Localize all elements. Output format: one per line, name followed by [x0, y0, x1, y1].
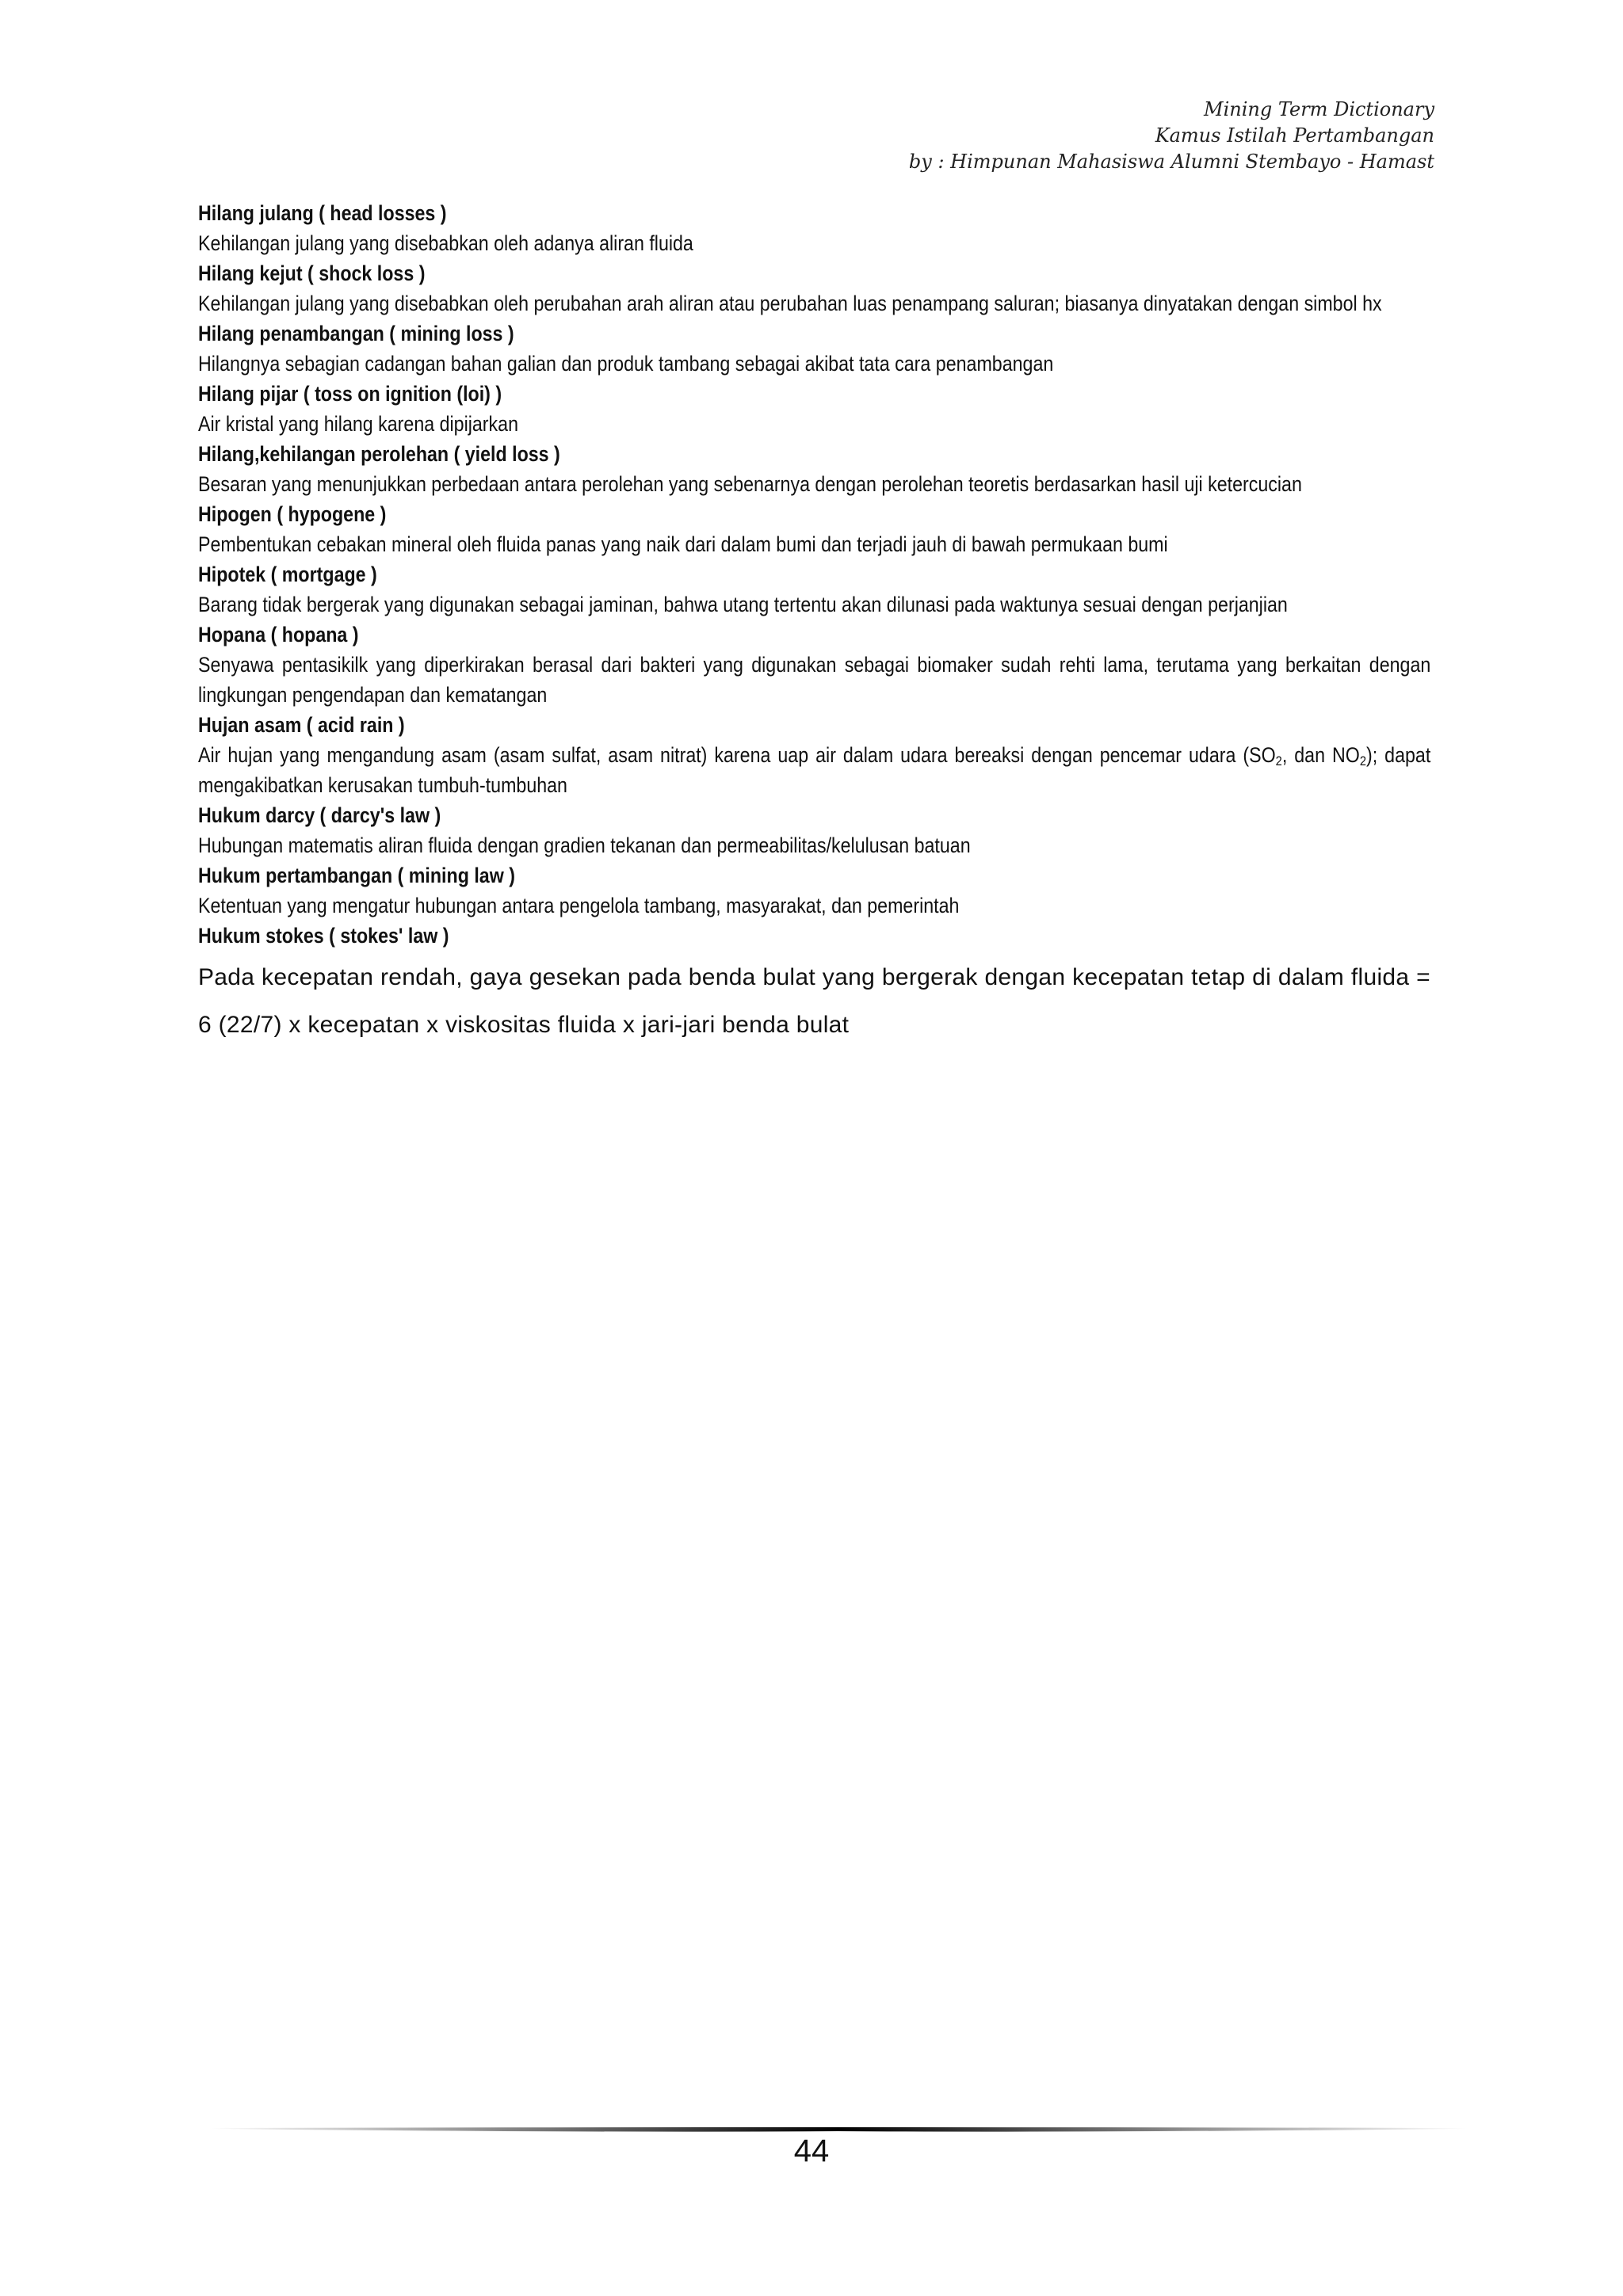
entry-term: Hukum stokes ( stokes' law ) — [198, 924, 449, 948]
entry-term: Hipogen ( hypogene ) — [198, 502, 387, 526]
entry-term: Hilang,kehilangan perolehan ( yield loss ) — [198, 442, 560, 466]
entry-term: Hilang penambangan ( mining loss ) — [198, 322, 514, 345]
entry-term: Hipotek ( mortgage ) — [198, 563, 377, 586]
entry-definition: Kehilangan julang yang disebabkan oleh perubahan arah aliran atau perubahan luas penampang saluran; biasanya dinyatakan dengan simbol hx — [198, 292, 1382, 315]
entry-term: Hilang pijar ( toss on ignition (loi) ) — [198, 382, 502, 406]
entry-definition: Ketentuan yang mengatur hubungan antara pengelola tambang, masyarakat, dan pemerintah — [198, 894, 960, 917]
header-title: Mining Term Dictionary — [1204, 98, 1434, 120]
entry-term: Hopana ( hopana ) — [198, 623, 359, 646]
entry-definition: Besaran yang menunjukkan perbedaan antara perolehan yang sebenarnya dengan perolehan teoretis berdasarkan hasil uji ketercucian — [198, 472, 1302, 496]
entry-term: Hujan asam ( acid rain ) — [198, 713, 405, 737]
header-author: by : Himpunan Mahasiswa Alumni Stembayo - Hamast — [908, 151, 1434, 173]
entry-definition: Senyawa pentasikilk yang diperkirakan berasal dari bakteri yang digunakan sebagai biomaker sudah rehti lama, terutama yang berkaitan dengan lingkungan pengendapan dan kematangan — [198, 653, 1431, 707]
entry-definition: Air kristal yang hilang karena dipijarkan — [198, 412, 518, 436]
entry-definition: Barang tidak bergerak yang digunakan sebagai jaminan, bahwa utang tertentu akan dilunasi pada waktunya sesuai dengan perjanjian — [198, 593, 1288, 616]
definition-text: , dan NO — [1281, 743, 1360, 767]
subscript: 2 — [1359, 753, 1366, 769]
definition-text: Air hujan yang mengandung asam (asam sulfat, asam nitrat) karena uap air dalam udara bereaksi dengan pencemar udara (SO — [198, 743, 1276, 767]
entry-term: Hilang kejut ( shock loss ) — [198, 261, 426, 285]
entry-term: Hukum pertambangan ( mining law ) — [198, 864, 515, 887]
dictionary-entries — [198, 198, 1430, 1049]
entry-definition — [198, 740, 1430, 800]
subscript: 2 — [1275, 753, 1282, 769]
entry-definition: Kehilangan julang yang disebabkan oleh adanya aliran fluida — [198, 231, 693, 255]
page-header — [909, 97, 1434, 175]
definition-text: ); dapat mengakibatkan kerusakan tumbuh-tumbuhan — [198, 743, 1431, 797]
entry-definition: Pada kecepatan rendah, gaya gesekan pada benda bulat yang bergerak dengan kecepatan tetap di dalam fluida = 6 (22/7) x kecepatan x viskositas fluida x jari-jari benda bulat — [198, 964, 1430, 1038]
header-subtitle: Kamus Istilah Pertambangan — [1155, 124, 1434, 147]
entry-definition: Hubungan matematis aliran fluida dengan gradien tekanan dan permeabilitas/kelulusan batuan — [198, 833, 971, 857]
page-number: 44 — [793, 2134, 830, 2168]
entry-term: Hukum darcy ( darcy's law ) — [198, 803, 441, 827]
entry-definition: Hilangnya sebagian cadangan bahan galian dan produk tambang sebagai akibat tata cara penambangan — [198, 352, 1054, 376]
entry-definition: Pembentukan cebakan mineral oleh fluida panas yang naik dari dalam bumi dan terjadi jauh di bawah permukaan bumi — [198, 532, 1168, 556]
entry-term: Hilang julang ( head losses ) — [198, 201, 447, 225]
